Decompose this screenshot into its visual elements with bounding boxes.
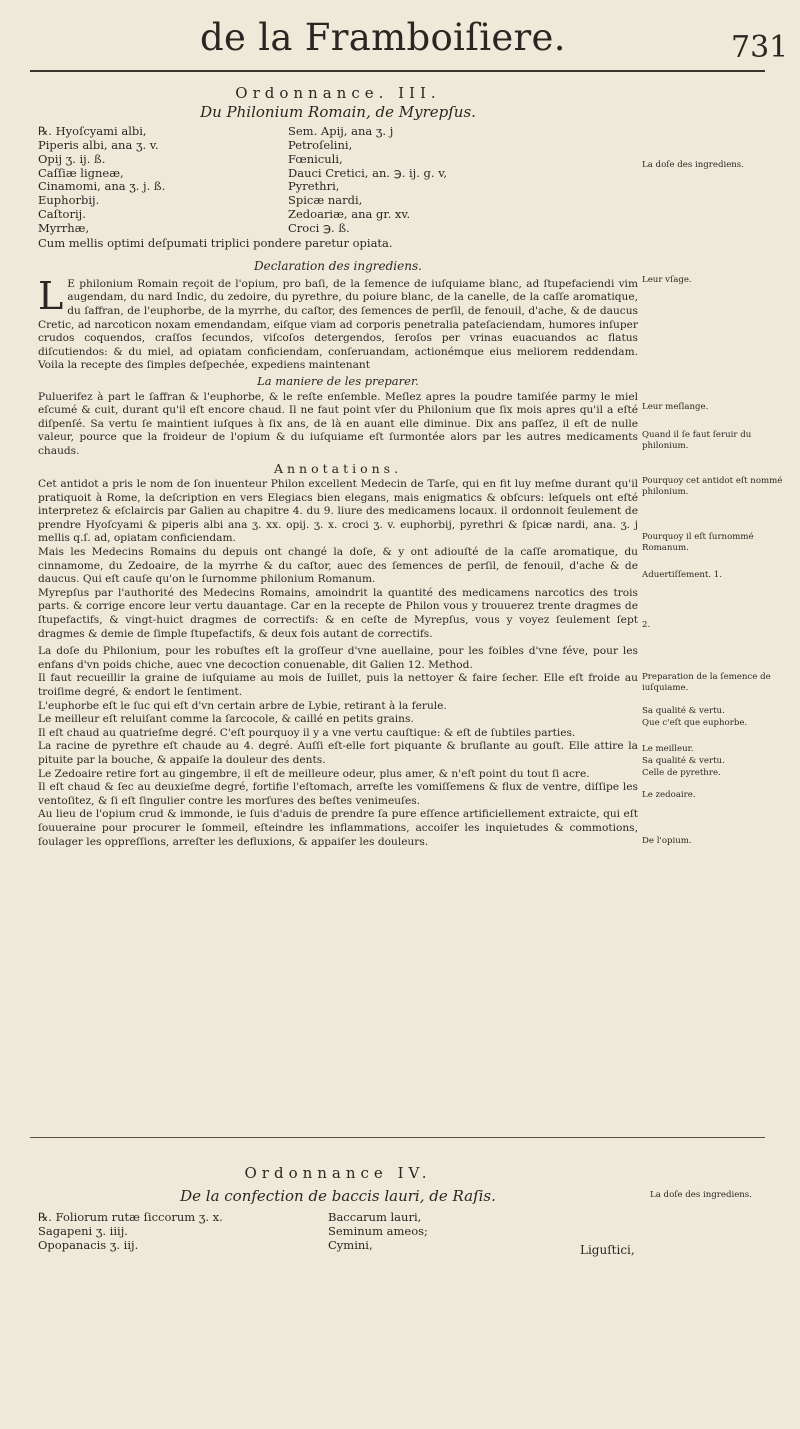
paragraph: L'euphorbe eſt le ſuc qui eſt d'vn certain arbre de Lybie, retirant à la ferule. xyxy=(38,699,447,712)
paragraph: Le meilleur eſt reluiſant comme la ſarcocole, & caillé en petits grains. xyxy=(38,713,414,726)
ingredient: Seminum ameos; xyxy=(328,1223,428,1238)
ordonnance-4-title: Ordonnance IV. xyxy=(244,1164,432,1182)
ingredient: Caſſiæ ligneæ, xyxy=(38,165,124,180)
subheading: La maniere de les preparer. xyxy=(257,373,419,388)
paragraph: Myrepſus par l'authorité des Medecins Romains, amoindrit la quantité des medicamens narcotics des trois parts. & corrige encore leur vertu dauantage. Car en la recepte de Philon vous y trouuerez trente dragmes de ſtupefactifs, & vingt-huict dragmes de correctifs: & en ceſte de Myrepſus, vous y voyez ſeulement ſept dragmes & demie de ſimple ſtupefactifs, & deux fois autant de correctifs. xyxy=(38,586,638,640)
ingredient: Petroſelini, xyxy=(288,137,353,152)
ingredient: Spicæ nardi, xyxy=(288,193,363,208)
margin-note: Sa qualité & vertu. xyxy=(642,706,725,716)
running-title: de la Framboiſiere. xyxy=(200,16,566,59)
formula-line: Cum mellis optimi deſpumati triplici pondere paretur opiata. xyxy=(38,235,393,250)
ingredient: Opopanacis ʒ. iij. xyxy=(38,1237,139,1252)
drop-cap: L xyxy=(38,273,64,318)
ingredient: Euphorbij. xyxy=(38,193,100,208)
paragraph-text: E philonium Romain reçoit de l'opium, pro baſi, de la ſemence de iuſquiame blanc, ad ſtupefaciendi vim augendam, du nard Indic, du zedoire, du pyrethre, du poiure blanc, de la canelle, de la caſſe aromatique, du ſaffran, de l'euphorbe, de la myrrhe, du caſtor, des ſemences de perſil, de fenouil, d'ache, & de daucus Cretic, ad narcoticon noxam emendandam, eiſque viam ad corporis penetralia pateſaciendam, humores inſuper crudos coquendos, craſſos ſecundos, viſcoſos detergendos, ſeroſos per vrinas euacuandos ac flatus diſcutiendos: & du miel, ad opiatam conficiendam, conſeruandam, actionémque eius meliorem reddendam. Voila la recepte des ſimples deſpechée, expediens maintenant xyxy=(38,277,638,372)
ordonnance-3-title: Ordonnance. III. xyxy=(235,84,441,102)
paragraph: Mais les Medecins Romains du depuis ont changé la doſe, & y ont adiouſté de la caſſe aromatique, du cinnamome, du Zedoaire, de la myrrhe & du caſtor, auec des ſemences de perſil, de fenouil, d'ache & de daucus. Qui eſt cauſe qu'on le ſurnomme philonium Romanum. xyxy=(38,546,638,586)
paragraph: Cet antidot a pris le nom de ſon inuenteur Philon excellent Medecin de Tarſe, qui en fit luy meſme durant qu'il pratiquoit à Rome, la deſcription en vers Elegiacs bien elegans, mais enigmatics & obſcurs: leſquels ont eſté interpretez & eſclaircis par Galien au chapitre 4. du 9. liure des medicamens locaux. il ordonnoit ſeulement de prendre Hyoſcyami & piperis albi ana ʒ. xx. opij. ʒ. x. croci ʒ. v. euphorbij, pyrethri & ſpicæ nardi, ana. ʒ. j mellis q.ſ. ad, opiatam conficiendam. xyxy=(38,478,638,545)
ingredient-list xyxy=(38,125,638,235)
ordonnance-4-subtitle: De la confection de baccis lauri, de Raſis. xyxy=(180,1187,496,1205)
margin-note: Le meilleur. xyxy=(642,744,694,754)
page-header xyxy=(0,10,800,80)
ingredient: Dauci Cretici, an. ℈. ij. g. v, xyxy=(288,165,448,180)
paragraph: Au lieu de l'opium crud & immonde, ie ſuis d'aduis de prendre ſa pure eſſence artificiellement extraicte, qui eſt ſouueraine pour procurer le ſommeil, eſteindre les inflammations, accoiſer les inquietudes & commotions, ſoulager les oppreſſions, arreſter les defluxions, & appaiſer les douleurs. xyxy=(38,808,638,848)
ingredient-list xyxy=(38,1211,638,1252)
paragraph: Il eſt chaud au quatrieſme degré. C'eſt pourquoy il y a vne vertu cauſtique: & eſt de ſubtiles parties. xyxy=(38,726,576,739)
ingredient: ℞. Foliorum rutæ ſiccorum ʒ. x. xyxy=(38,1210,223,1224)
catchword: Liguſtici, xyxy=(580,1243,635,1257)
ingredient: Opij ʒ. ij. ß. xyxy=(38,151,106,166)
ingredient: Fœniculi, xyxy=(288,151,343,166)
margin-note: Leur meſlange. xyxy=(642,402,709,412)
ordonnance-3-subtitle: Du Philonium Romain, de Myrepſus. xyxy=(200,102,476,121)
ordonnance-4 xyxy=(38,1152,638,1252)
margin-note: Pourquoy il eſt ſurnommé Romanum. xyxy=(642,532,754,553)
ingredient: Caſtorij. xyxy=(38,206,86,221)
margin-note: La doſe des ingrediens. xyxy=(650,1190,752,1200)
margin-note: Leur vſage. xyxy=(642,275,692,285)
paragraph: La racine de pyrethre eſt chaude au 4. degré. Auſſi eſt-elle fort piquante & bruſlante au gouſt. Elle attire la pituite par la bouche, & appaiſe la douleur des dents. xyxy=(38,740,638,766)
ingredient: Sem. Apij, ana ʒ. j xyxy=(288,124,394,139)
ingredient: Pyrethri, xyxy=(288,179,340,194)
ingredient: Croci ℈. ß. xyxy=(288,220,350,235)
margin-note: 2. xyxy=(642,620,651,630)
margin-note: De l'opium. xyxy=(642,836,692,846)
paragraph: Puluerifez à part le ſaffran & l'euphorbe, & le reſte enſemble. Meſlez apres la poudre tamiſée parmy le miel eſcumé & cuit, durant qu'il eſt encore chaud. Il ne faut point vſer du Philonium que ſix mois apres qu'il a eſté diſpenſé. Sa vertu ſe maintient iuſques à ſix ans, de là en auant elle diminue. Dix ans paſſez, il eſt de nulle valeur, pource que la froideur de l'opium & du iuſquiame eſt ſurmontée alors par les autres medicaments chauds. xyxy=(38,390,638,457)
ingredient: Baccarum lauri, xyxy=(328,1210,422,1224)
section-title: Declaration des ingrediens. xyxy=(254,259,422,274)
paragraph: Il eſt chaud & ſec au deuxieſme degré, fortifie l'eſtomach, arreſte les vomiſſemens & flux de ventre, diſſipe les ventoſitez, & ſi eſt ſingulier contre les morſures des beſtes venimeuſes. xyxy=(38,781,638,807)
ingredient: Piperis albi, ana ʒ. v. xyxy=(38,137,159,152)
margin-note: Pourquoy cet antidot eſt nommé philonium. xyxy=(642,476,783,497)
margin-note: Celle de pyrethre. xyxy=(642,768,721,778)
header-rule xyxy=(30,70,765,72)
paragraph: La doſe du Philonium, pour les robuſtes eſt la groſſeur d'vne auellaine, pour les foibles d'vne féve, pour les enfans d'vn poids chiche, auec vne decoction conuenable, dit Galien 12. Method. xyxy=(38,645,638,671)
margin-note: Preparation de la ſemence de iuſquiame. xyxy=(642,672,771,693)
ingredient: Myrrhæ, xyxy=(38,220,90,235)
margin-note: Que c'eſt que euphorbe. xyxy=(642,718,748,728)
ingredient: Cymini, xyxy=(328,1237,373,1252)
ingredient: Sagapeni ʒ. iiij. xyxy=(38,1223,128,1238)
paragraph xyxy=(38,273,638,373)
paragraph: Il faut recueillir la graine de iuſquiame au mois de Iuillet, puis la nettoyer & faire ſecher. Elle eſt froide au troiſime degré, & endort le ſentiment. xyxy=(38,672,638,698)
annotations-title: Annotations. xyxy=(273,461,403,477)
ingredient: Zedoariæ, ana gr. xv. xyxy=(288,206,411,221)
paragraph: Le Zedoaire retire fort au gingembre, il eſt de meilleure odeur, plus amer, & n'eſt point du tout ſi acre. xyxy=(38,767,590,780)
margin-note: Aduertiſſement. 1. xyxy=(642,570,722,580)
margin-note: Quand il ſe faut ſeruir du philonium. xyxy=(642,430,752,451)
margin-note: La doſe des ingrediens. xyxy=(642,160,744,170)
margin-note: Le zedoaire. xyxy=(642,790,696,800)
main-text xyxy=(38,75,638,849)
ingredient: ℞. Hyoſcyami albi, xyxy=(38,124,147,139)
ingredient: Cinamomi, ana ʒ. j. ß. xyxy=(38,179,166,194)
section-rule xyxy=(30,1137,765,1138)
page-number: 731 xyxy=(731,30,789,65)
margin-note: Sa qualité & vertu. xyxy=(642,756,725,766)
